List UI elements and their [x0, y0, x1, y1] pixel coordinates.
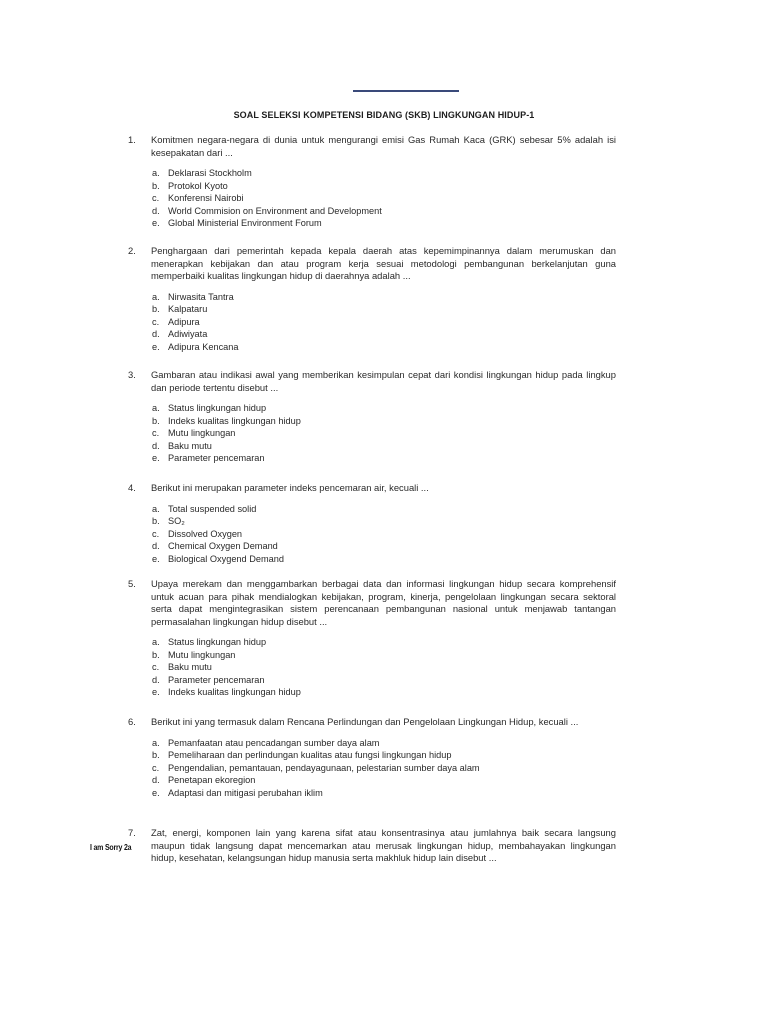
option-d[interactable]	[152, 328, 616, 341]
question-6	[128, 716, 616, 799]
option-letter: d.	[152, 541, 160, 552]
answer-options	[152, 737, 616, 800]
question-text: Upaya merekam dan menggambarkan berbagai data dan informasi lingkungan hidup secara komprehensif untuk acuan para pihak mendialogkan kebijakan, program, kinerja, pengelolaan lingkungan secara sektoral serta dapat mengintegrasikan sistem perencanaan pembangunan nasional untuk menjawab tantangan permasalahan lingkungan hidup disebut ...	[151, 578, 616, 627]
option-text: Pengendalian, pemantauan, pendayagunaan, pelestarian sumber daya alam	[168, 762, 480, 773]
option-c[interactable]	[152, 316, 616, 329]
question-number: 1.	[128, 134, 136, 145]
option-b[interactable]	[152, 180, 616, 193]
option-letter: b.	[152, 516, 160, 527]
option-letter: b.	[152, 415, 160, 426]
option-b[interactable]	[152, 515, 616, 528]
question-text: Berikut ini merupakan parameter indeks pencemaran air, kecuali ...	[151, 482, 429, 493]
option-text: Indeks kualitas lingkungan hidup	[168, 415, 301, 426]
option-letter: e.	[152, 341, 160, 352]
option-text: Total suspended solid	[168, 503, 257, 514]
option-letter: b.	[152, 750, 160, 761]
option-letter: c.	[152, 316, 160, 327]
option-text: Baku mutu	[168, 440, 212, 451]
option-letter: b.	[152, 304, 160, 315]
option-text: Nirwasita Tantra	[168, 291, 234, 302]
top-rule	[353, 90, 459, 92]
option-letter: a.	[152, 168, 160, 178]
option-text: World Commision on Environment and Development	[168, 205, 382, 216]
option-text: Indeks kualitas lingkungan hidup	[168, 687, 301, 698]
option-b[interactable]	[152, 415, 616, 428]
watermark-stamp: I am Sorry 2a	[90, 844, 132, 853]
option-text: Global Ministerial Environment Forum	[168, 218, 322, 229]
question-4	[128, 482, 616, 565]
question-number: 7.	[128, 827, 136, 838]
option-d[interactable]	[152, 674, 616, 687]
option-letter: e.	[152, 553, 160, 564]
option-b[interactable]	[152, 649, 616, 662]
option-a[interactable]	[152, 167, 616, 180]
option-letter: b.	[152, 180, 160, 191]
question-text: Zat, energi, komponen lain yang karena sifat atau konsentrasinya atau jumlahnya baik secara langsung maupun tidak langsung dapat mencemarkan atau merusak lingkungan hidup, membahayakan lingkungan hidup, kesehatan, kelangsungan hidup manusia serta makhluk hidup lain disebut ...	[151, 827, 616, 863]
option-text: Adiwiyata	[168, 329, 208, 340]
option-letter: d.	[152, 205, 160, 216]
option-a[interactable]	[152, 402, 616, 415]
question-text: Gambaran atau indikasi awal yang memberikan kesimpulan cepat dari kondisi lingkungan hidup pada lingkup dan periode tertentu disebut ...	[151, 369, 616, 393]
option-letter: d.	[152, 674, 160, 685]
question-7	[128, 827, 616, 865]
question-text: Komitmen negara-negara di dunia untuk mengurangi emisi Gas Rumah Kaca (GRK) sebesar 5% adalah isi kesepakatan dari ...	[151, 134, 616, 158]
option-d[interactable]	[152, 774, 616, 787]
option-text: Biological Oxygend Demand	[168, 553, 284, 564]
question-number: 5.	[128, 578, 136, 589]
option-text: Adipura Kencana	[168, 341, 239, 352]
option-text: Pemeliharaan dan perlindungan kualitas atau fungsi lingkungan hidup	[168, 750, 452, 761]
question-2	[128, 245, 616, 353]
question-number: 4.	[128, 482, 136, 493]
option-letter: a.	[152, 291, 160, 302]
option-a[interactable]	[152, 737, 616, 750]
option-letter: a.	[152, 503, 160, 514]
option-text: Konferensi Nairobi	[168, 193, 244, 204]
option-e[interactable]	[152, 341, 616, 354]
option-text: Baku mutu	[168, 662, 212, 673]
option-a[interactable]	[152, 291, 616, 304]
option-letter: b.	[152, 649, 160, 660]
question-number: 2.	[128, 245, 136, 256]
option-letter: a.	[152, 737, 160, 748]
option-text: Mutu lingkungan	[168, 649, 236, 660]
option-c[interactable]	[152, 427, 616, 440]
question-number: 6.	[128, 716, 136, 727]
option-letter: e.	[152, 687, 160, 698]
option-text: Status lingkungan hidup	[168, 637, 267, 647]
option-text: Penetapan ekoregion	[168, 775, 256, 786]
option-text: Chemical Oxygen Demand	[168, 541, 278, 552]
option-c[interactable]	[152, 528, 616, 541]
option-d[interactable]	[152, 205, 616, 218]
question-text: Penghargaan dari pemerintah kepada kepala daerah atas kepemimpinannya dalam merumuskan dan menerapkan kebijakan dan atau program kerja sesuai metodologi pembangunan berkelanjutan guna memperbaiki kualitas lingkungan hidup di daerahnya adalah ...	[151, 245, 616, 281]
option-text: Status lingkungan hidup	[168, 403, 267, 413]
answer-options	[152, 402, 616, 465]
option-text: Parameter pencemaran	[168, 674, 265, 685]
option-text: Mutu lingkungan	[168, 428, 236, 439]
option-e[interactable]	[152, 787, 616, 800]
option-e[interactable]	[152, 217, 616, 230]
option-letter: d.	[152, 329, 160, 340]
answer-options	[152, 636, 616, 699]
option-letter: d.	[152, 440, 160, 451]
page-title: SOAL SELEKSI KOMPETENSI BIDANG (SKB) LINGKUNGAN HIDUP-1	[233, 110, 535, 120]
option-c[interactable]	[152, 762, 616, 775]
option-letter: e.	[152, 218, 160, 229]
option-letter: c.	[152, 662, 160, 673]
question-text: Berikut ini yang termasuk dalam Rencana Perlindungan dan Pengelolaan Lingkungan Hidup, kecuali ...	[151, 716, 579, 727]
option-e[interactable]	[152, 686, 616, 699]
option-c[interactable]	[152, 661, 616, 674]
option-letter: d.	[152, 775, 160, 786]
answer-options	[152, 291, 616, 354]
option-letter: c.	[152, 528, 160, 539]
option-b[interactable]	[152, 303, 616, 316]
option-d[interactable]	[152, 540, 616, 553]
option-a[interactable]	[152, 636, 616, 649]
option-a[interactable]	[152, 503, 616, 516]
question-3	[128, 369, 616, 465]
option-text: Adaptasi dan mitigasi perubahan iklim	[168, 787, 323, 798]
option-letter: c.	[152, 762, 160, 773]
option-b[interactable]	[152, 749, 616, 762]
option-text: Kalpataru	[168, 304, 208, 315]
option-text: Adipura	[168, 316, 200, 327]
option-letter: e.	[152, 453, 160, 464]
option-letter: a.	[152, 403, 160, 413]
option-e[interactable]	[152, 553, 616, 566]
option-text: Dissolved Oxygen	[168, 528, 243, 539]
option-text: Pemanfaatan atau pencadangan sumber daya alam	[168, 737, 380, 748]
option-letter: a.	[152, 637, 160, 647]
question-5	[128, 578, 616, 699]
option-letter: c.	[152, 428, 160, 439]
answer-options	[152, 167, 616, 230]
question-1	[128, 134, 616, 230]
option-text: SO₂	[168, 516, 185, 527]
option-text: Parameter pencemaran	[168, 453, 265, 464]
option-text: Deklarasi Stockholm	[168, 168, 252, 178]
option-e[interactable]	[152, 452, 616, 465]
option-d[interactable]	[152, 440, 616, 453]
option-letter: c.	[152, 193, 160, 204]
question-number: 3.	[128, 369, 136, 380]
answer-options	[152, 503, 616, 566]
option-c[interactable]	[152, 192, 616, 205]
option-text: Protokol Kyoto	[168, 180, 228, 191]
option-letter: e.	[152, 787, 160, 798]
